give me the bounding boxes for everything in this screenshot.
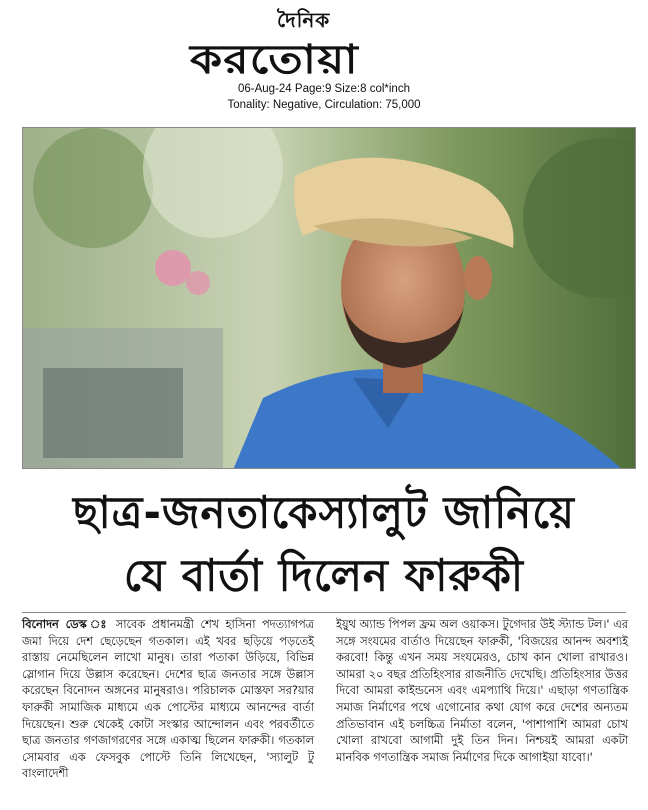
article-text-left: সাবেক প্রধানমন্ত্রী শেখ হাসিনা পদত্যাগপত্র জমা দিয়ে দেশ ছেড়েছেন গতকাল। এই খবর ছড়িয়ে পড়তেই রাস্তায় নেমেছিলেন লাখো মানুষ। তারা পতাকা উড়িয়ে, বিভিন্ন স্লোগান দিয়ে উল্লাস করেছেন। দেশের ছাত্র জনতার সঙ্গে উল্লাস করেছেন বিনোদন অঙ্গনের মানুষরাও। পরিচালক মোস্তফা সর?য়ার ফারুকী সামাজিক মাধ্যমে এক পোস্টের মাধ্যমে আনন্দের বার্তা দিয়েছেন। শুরু থেকেই কোটা সংস্কার আন্দোলন এবং পরবর্তীতে ছাত্র জনতার গণজাগরণের সঙ্গে একাত্ম ছিলেন ফারুকী। গতকাল সোমবার এক ফেসবুক পোস্টে তিনি লিখেছেন, 'স্যালুট টু বাংলাদেশী (22, 618, 314, 781)
masthead-big-title: করতোয়া (190, 37, 359, 83)
clipping-meta-line-2: Tonality: Negative, Circulation: 75,000 (227, 99, 421, 111)
article-column-right (336, 617, 628, 766)
headline-line-1: ছাত্র-জনতাকেস্যালুট জানিয়ে (73, 486, 575, 539)
article-text-right: ইয়ুথ অ্যান্ড পিপল ফ্রম অল ওয়াকস। টুগেদার উই স্ট্যান্ড টল।' এর সঙ্গে সংযমের বার্তাও দিয়েছেন ফারুকী, 'বিজয়ের আনন্দ অবশ্যই করবো! কিন্তু এখন সময় সংযমেরও, চোখ কান খোলা রাখারও। আমরা ২০ বছর প্রতিহিংসার রাজনীতি দেখেছি। প্রতিহিংসার উত্তর দিবো আমরা কাইন্ডনেস এবং এমপ্যাথি দিয়ে।' এছাড়া গণতান্ত্রিক সমাজ নির্মাণের পথে এগোনোর কথা যোগ করে দেশের অন্যতম প্রতিভাবান এই চলচ্চিত্র নির্মাতা বলেন, 'পাশাপাশি আমরা চোখ খোলা রাখবো আগামী দুই তিন দিন। নিশ্চয়ই আমরা একটা মানবিক গণতান্ত্রিক সমাজ নির্মাণের দিকে আগাইয়া যাবো।' (336, 618, 628, 764)
article-column-left (22, 617, 314, 783)
clipping-meta-line-1: 06-Aug-24 Page:9 Size:8 col*inch (238, 83, 410, 95)
separator-rule (22, 612, 626, 613)
headline-line-2: যে বার্তা দিলেন ফারুকী (123, 549, 525, 602)
article-photo (22, 127, 636, 469)
article-dateline: বিনোদন ডেস্ক ঃ (22, 618, 110, 631)
portrait-illustration (23, 128, 636, 469)
masthead-small-title: দৈনিক (277, 8, 331, 32)
